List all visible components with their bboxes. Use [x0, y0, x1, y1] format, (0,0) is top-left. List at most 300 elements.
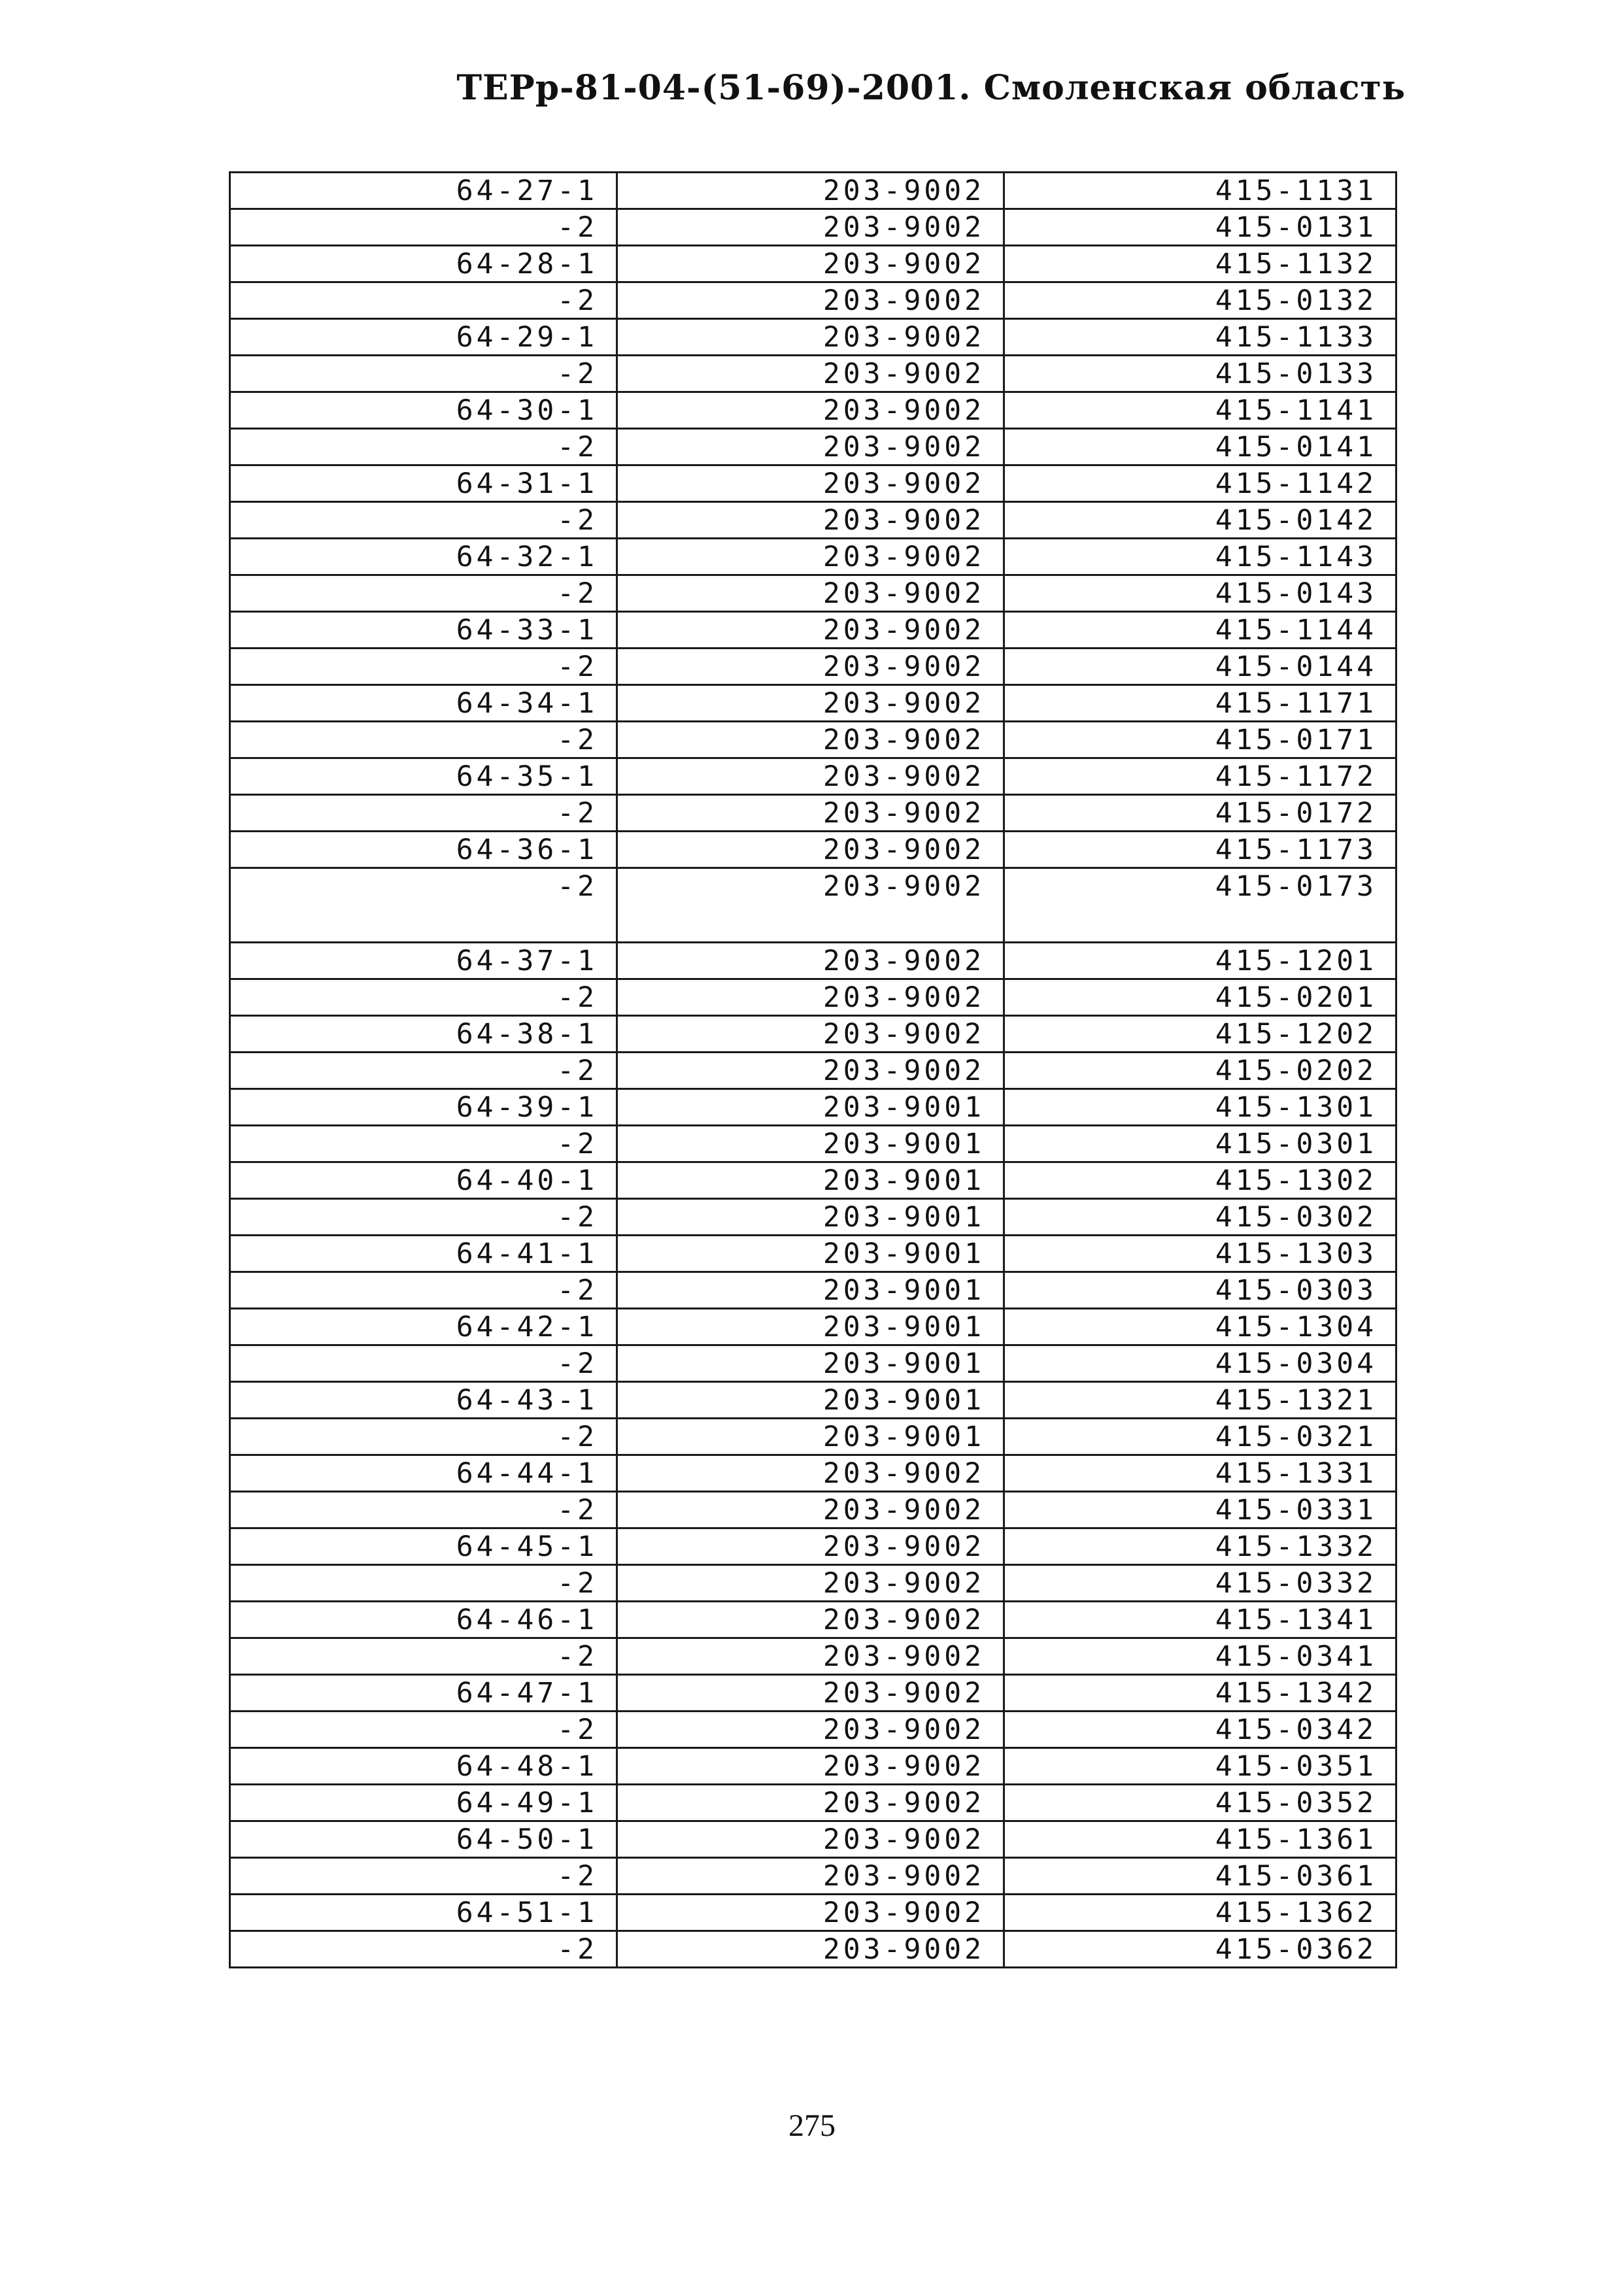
table-row — [230, 356, 1396, 392]
resource-cell — [617, 1272, 1004, 1309]
table-row — [230, 1821, 1396, 1858]
cell-text: 203-9002 — [822, 394, 985, 427]
resource-cell — [617, 1309, 1004, 1345]
cell-text: 415-0304 — [1215, 1347, 1377, 1380]
cell-text: -2 — [557, 1274, 598, 1307]
cell-text: 64-46-1 — [456, 1604, 598, 1636]
cell-text: -2 — [557, 1640, 598, 1673]
cell-text: 415-1143 — [1215, 541, 1377, 573]
table-row — [230, 758, 1396, 795]
cell-text: 415-1173 — [1215, 834, 1377, 866]
reference-cell — [1004, 1236, 1396, 1272]
cell-text: 64-35-1 — [456, 760, 598, 793]
table-row — [230, 1089, 1396, 1126]
table-row — [230, 649, 1396, 685]
resource-cell — [617, 1858, 1004, 1895]
resource-cell — [617, 575, 1004, 612]
cell-text: -2 — [557, 211, 598, 244]
reference-cell — [1004, 1565, 1396, 1602]
reference-cell — [1004, 1089, 1396, 1126]
cell-text: 203-9002 — [822, 1054, 985, 1087]
cell-text: 203-9001 — [822, 1238, 985, 1270]
cell-text: -2 — [557, 504, 598, 537]
cell-text: 203-9002 — [822, 577, 985, 610]
cell-text: 203-9002 — [822, 1933, 985, 1966]
code-cell — [230, 1712, 617, 1748]
cell-text: -2 — [557, 981, 598, 1014]
cell-text: 415-1361 — [1215, 1823, 1377, 1856]
cell-text: -2 — [557, 797, 598, 830]
table-row — [230, 1858, 1396, 1895]
cell-text: 203-9001 — [822, 1164, 985, 1197]
cell-text: 415-1142 — [1215, 467, 1377, 500]
table-row — [230, 1602, 1396, 1638]
reference-cell — [1004, 1419, 1396, 1455]
cell-text: -2 — [557, 577, 598, 610]
reference-cell — [1004, 356, 1396, 392]
code-cell — [230, 429, 617, 465]
resource-cell — [617, 282, 1004, 319]
cell-text: 64-30-1 — [456, 394, 598, 427]
reference-cell — [1004, 685, 1396, 722]
cell-text: 203-9002 — [822, 1750, 985, 1783]
resource-cell — [617, 1785, 1004, 1821]
cell-text: -2 — [557, 1494, 598, 1527]
reference-cell — [1004, 1492, 1396, 1528]
cell-text: 415-1321 — [1215, 1384, 1377, 1417]
table-row — [230, 1382, 1396, 1419]
code-cell — [230, 1053, 617, 1089]
code-cell — [230, 612, 617, 649]
reference-cell — [1004, 1272, 1396, 1309]
cell-text: 203-9001 — [822, 1311, 985, 1343]
resource-cell — [617, 1382, 1004, 1419]
cell-text: 415-1132 — [1215, 248, 1377, 280]
code-cell — [230, 649, 617, 685]
cell-text: 203-9001 — [822, 1128, 985, 1160]
cell-text: 415-0142 — [1215, 504, 1377, 537]
resource-cell — [617, 1528, 1004, 1565]
cell-text: 64-28-1 — [456, 248, 598, 280]
cell-text: 415-0173 — [1215, 870, 1377, 903]
cell-text: 64-31-1 — [456, 467, 598, 500]
cell-text: 203-9002 — [822, 431, 985, 464]
cell-text: 203-9002 — [822, 1457, 985, 1490]
cell-text: 415-0171 — [1215, 724, 1377, 756]
reference-cell — [1004, 319, 1396, 356]
resource-cell — [617, 1821, 1004, 1858]
reference-cell — [1004, 429, 1396, 465]
table-row — [230, 1455, 1396, 1492]
resource-cell — [617, 1602, 1004, 1638]
cell-text: 203-9002 — [822, 1713, 985, 1746]
table-row — [230, 282, 1396, 319]
table-row — [230, 943, 1396, 979]
code-cell — [230, 1309, 617, 1345]
cell-text: 415-0332 — [1215, 1567, 1377, 1600]
reference-cell — [1004, 1528, 1396, 1565]
code-cell — [230, 319, 617, 356]
cell-text: 415-0133 — [1215, 358, 1377, 390]
reference-cell — [1004, 209, 1396, 246]
cell-text: 64-51-1 — [456, 1897, 598, 1929]
cell-text: 415-1144 — [1215, 614, 1377, 647]
cell-text: 203-9002 — [822, 248, 985, 280]
cell-text: 203-9002 — [822, 650, 985, 683]
code-cell — [230, 1528, 617, 1565]
cell-text: 415-1301 — [1215, 1091, 1377, 1124]
code-cell — [230, 1638, 617, 1675]
code-cell — [230, 1382, 617, 1419]
table-row — [230, 1345, 1396, 1382]
cell-text: 203-9002 — [822, 760, 985, 793]
resource-cell — [617, 1638, 1004, 1675]
reference-cell — [1004, 1931, 1396, 1968]
resource-cell — [617, 539, 1004, 575]
cell-text: 64-45-1 — [456, 1530, 598, 1563]
cell-text: 203-9002 — [822, 1494, 985, 1527]
cell-text: 203-9002 — [822, 797, 985, 830]
resource-cell — [617, 1748, 1004, 1785]
cell-text: 415-0144 — [1215, 650, 1377, 683]
reference-cell — [1004, 173, 1396, 209]
cell-text: 415-1304 — [1215, 1311, 1377, 1343]
cell-text: 203-9002 — [822, 1677, 985, 1710]
resource-cell — [617, 319, 1004, 356]
cell-text: 203-9002 — [822, 981, 985, 1014]
cell-text: 415-0303 — [1215, 1274, 1377, 1307]
cell-text: 415-1332 — [1215, 1530, 1377, 1563]
resource-cell — [617, 246, 1004, 282]
code-cell — [230, 832, 617, 868]
cell-text: 203-9001 — [822, 1421, 985, 1453]
resource-cell — [617, 795, 1004, 832]
code-cell — [230, 1748, 617, 1785]
cell-text: 415-0301 — [1215, 1128, 1377, 1160]
cell-text: 415-0141 — [1215, 431, 1377, 464]
table-row — [230, 392, 1396, 429]
table-row — [230, 1419, 1396, 1455]
code-cell — [230, 1565, 617, 1602]
code-cell — [230, 1675, 617, 1712]
cell-text: 415-0132 — [1215, 284, 1377, 317]
cell-text: 415-0201 — [1215, 981, 1377, 1014]
page-header: ТЕРр-81-04-(51-69)-2001. Смоленская область — [456, 68, 1406, 108]
table-row — [230, 1895, 1396, 1931]
resource-cell — [617, 1492, 1004, 1528]
cell-text: 203-9002 — [822, 1860, 985, 1893]
resource-cell — [617, 1565, 1004, 1602]
reference-cell — [1004, 502, 1396, 539]
resource-cell — [617, 1675, 1004, 1712]
page-number: 275 — [788, 2108, 836, 2143]
reference-cell — [1004, 1199, 1396, 1236]
cell-text: 203-9002 — [822, 358, 985, 390]
code-cell — [230, 1931, 617, 1968]
code-cell — [230, 1162, 617, 1199]
table-row — [230, 612, 1396, 649]
table-row — [230, 1492, 1396, 1528]
cell-text: 415-1131 — [1215, 175, 1377, 207]
cell-text: 203-9001 — [822, 1201, 985, 1234]
cell-text: 64-38-1 — [456, 1018, 598, 1051]
resource-cell — [617, 1419, 1004, 1455]
cell-text: 415-1302 — [1215, 1164, 1377, 1197]
code-cell — [230, 722, 617, 758]
cell-text: 64-29-1 — [456, 321, 598, 354]
cell-text: 415-1331 — [1215, 1457, 1377, 1490]
resource-cell — [617, 1931, 1004, 1968]
code-mapping-table — [229, 171, 1397, 1968]
resource-cell — [617, 685, 1004, 722]
reference-cell — [1004, 1602, 1396, 1638]
cell-text: 203-9002 — [822, 614, 985, 647]
cell-text: 415-0172 — [1215, 797, 1377, 830]
cell-text: 415-0361 — [1215, 1860, 1377, 1893]
table-row — [230, 319, 1396, 356]
cell-text: 203-9002 — [822, 1530, 985, 1563]
cell-text: 203-9001 — [822, 1347, 985, 1380]
resource-cell — [617, 465, 1004, 502]
cell-text: 64-40-1 — [456, 1164, 598, 1197]
reference-cell — [1004, 1162, 1396, 1199]
reference-cell — [1004, 539, 1396, 575]
cell-text: -2 — [557, 1713, 598, 1746]
cell-text: 203-9002 — [822, 284, 985, 317]
cell-text: -2 — [557, 358, 598, 390]
cell-text: 415-0351 — [1215, 1750, 1377, 1783]
cell-text: 415-0302 — [1215, 1201, 1377, 1234]
resource-cell — [617, 612, 1004, 649]
reference-cell — [1004, 1382, 1396, 1419]
cell-text: -2 — [557, 1347, 598, 1380]
code-cell — [230, 1492, 617, 1528]
resource-cell — [617, 392, 1004, 429]
table-row — [230, 795, 1396, 832]
resource-cell — [617, 1199, 1004, 1236]
resource-cell — [617, 356, 1004, 392]
reference-cell — [1004, 943, 1396, 979]
code-cell — [230, 356, 617, 392]
reference-cell — [1004, 1126, 1396, 1162]
table-row — [230, 1236, 1396, 1272]
cell-text: 64-34-1 — [456, 687, 598, 720]
cell-text: -2 — [557, 870, 598, 903]
reference-cell — [1004, 795, 1396, 832]
cell-text: -2 — [557, 724, 598, 756]
code-cell — [230, 502, 617, 539]
cell-text: 64-36-1 — [456, 834, 598, 866]
table-row — [230, 1053, 1396, 1089]
resource-cell — [617, 209, 1004, 246]
table-row — [230, 1748, 1396, 1785]
table-body — [230, 173, 1396, 1968]
cell-text: 203-9002 — [822, 175, 985, 207]
code-cell — [230, 282, 617, 319]
cell-text: 64-47-1 — [456, 1677, 598, 1710]
resource-cell — [617, 832, 1004, 868]
table-row — [230, 1272, 1396, 1309]
resource-cell — [617, 943, 1004, 979]
resource-cell — [617, 1345, 1004, 1382]
table-row — [230, 1712, 1396, 1748]
table-row — [230, 1126, 1396, 1162]
code-cell — [230, 758, 617, 795]
code-cell — [230, 173, 617, 209]
code-cell — [230, 943, 617, 979]
resource-cell — [617, 1162, 1004, 1199]
table-row — [230, 1528, 1396, 1565]
table-row — [230, 539, 1396, 575]
reference-cell — [1004, 1638, 1396, 1675]
table-row — [230, 209, 1396, 246]
cell-text: 415-1362 — [1215, 1897, 1377, 1929]
table-row — [230, 1675, 1396, 1712]
code-cell — [230, 685, 617, 722]
resource-cell — [617, 722, 1004, 758]
resource-cell — [617, 758, 1004, 795]
code-cell — [230, 868, 617, 943]
cell-text: 64-49-1 — [456, 1787, 598, 1819]
cell-text: 415-0342 — [1215, 1713, 1377, 1746]
resource-cell — [617, 429, 1004, 465]
table-row — [230, 1162, 1396, 1199]
reference-cell — [1004, 1858, 1396, 1895]
code-cell — [230, 1089, 617, 1126]
cell-text: 203-9002 — [822, 321, 985, 354]
reference-cell — [1004, 1016, 1396, 1053]
table-row — [230, 1931, 1396, 1968]
cell-text: 415-1202 — [1215, 1018, 1377, 1051]
cell-text: 203-9002 — [822, 467, 985, 500]
table-row — [230, 575, 1396, 612]
code-cell — [230, 1455, 617, 1492]
code-cell — [230, 575, 617, 612]
cell-text: -2 — [557, 1054, 598, 1087]
reference-cell — [1004, 392, 1396, 429]
table-row — [230, 502, 1396, 539]
reference-cell — [1004, 1821, 1396, 1858]
reference-cell — [1004, 1309, 1396, 1345]
resource-cell — [617, 1089, 1004, 1126]
code-cell — [230, 795, 617, 832]
reference-cell — [1004, 1345, 1396, 1382]
cell-text: 203-9002 — [822, 834, 985, 866]
cell-text: -2 — [557, 1860, 598, 1893]
code-cell — [230, 392, 617, 429]
reference-cell — [1004, 649, 1396, 685]
cell-text: 64-48-1 — [456, 1750, 598, 1783]
cell-text: 415-1133 — [1215, 321, 1377, 354]
resource-cell — [617, 173, 1004, 209]
cell-text: -2 — [557, 1933, 598, 1966]
table-row — [230, 1016, 1396, 1053]
table-row — [230, 246, 1396, 282]
reference-cell — [1004, 832, 1396, 868]
cell-text: 203-9001 — [822, 1091, 985, 1124]
cell-text: 203-9002 — [822, 945, 985, 977]
cell-text: 415-1172 — [1215, 760, 1377, 793]
resource-cell — [617, 1016, 1004, 1053]
reference-cell — [1004, 1748, 1396, 1785]
cell-text: -2 — [557, 1421, 598, 1453]
code-cell — [230, 979, 617, 1016]
resource-cell — [617, 1895, 1004, 1931]
cell-text: 64-39-1 — [456, 1091, 598, 1124]
cell-text: 203-9001 — [822, 1384, 985, 1417]
cell-text: 415-1342 — [1215, 1677, 1377, 1710]
reference-cell — [1004, 612, 1396, 649]
cell-text: 64-43-1 — [456, 1384, 598, 1417]
cell-text: 203-9002 — [822, 1897, 985, 1929]
reference-cell — [1004, 868, 1396, 943]
reference-cell — [1004, 722, 1396, 758]
code-cell — [230, 1785, 617, 1821]
reference-cell — [1004, 1895, 1396, 1931]
cell-text: 203-9002 — [822, 1604, 985, 1636]
cell-text: 203-9002 — [822, 1567, 985, 1600]
cell-text: 415-1141 — [1215, 394, 1377, 427]
cell-text: 415-0341 — [1215, 1640, 1377, 1673]
code-cell — [230, 1126, 617, 1162]
reference-cell — [1004, 1712, 1396, 1748]
cell-text: -2 — [557, 431, 598, 464]
cell-text: 203-9002 — [822, 211, 985, 244]
table-row — [230, 1785, 1396, 1821]
reference-cell — [1004, 979, 1396, 1016]
cell-text: -2 — [557, 1567, 598, 1600]
cell-text: 415-0362 — [1215, 1933, 1377, 1966]
cell-text: 64-33-1 — [456, 614, 598, 647]
resource-cell — [617, 1455, 1004, 1492]
cell-text: 203-9002 — [822, 1640, 985, 1673]
code-cell — [230, 1199, 617, 1236]
cell-text: 203-9002 — [822, 724, 985, 756]
resource-cell — [617, 1712, 1004, 1748]
table-row — [230, 465, 1396, 502]
table-row — [230, 1565, 1396, 1602]
resource-cell — [617, 1236, 1004, 1272]
cell-text: 415-0352 — [1215, 1787, 1377, 1819]
code-cell — [230, 465, 617, 502]
cell-text: 415-0131 — [1215, 211, 1377, 244]
table-row — [230, 1199, 1396, 1236]
cell-text: 415-1341 — [1215, 1604, 1377, 1636]
code-cell — [230, 1602, 617, 1638]
cell-text: -2 — [557, 284, 598, 317]
cell-text: 64-50-1 — [456, 1823, 598, 1856]
code-cell — [230, 246, 617, 282]
reference-cell — [1004, 246, 1396, 282]
resource-cell — [617, 1126, 1004, 1162]
table-row — [230, 1638, 1396, 1675]
cell-text: 203-9002 — [822, 1018, 985, 1051]
resource-cell — [617, 502, 1004, 539]
cell-text: 415-1201 — [1215, 945, 1377, 977]
reference-cell — [1004, 1675, 1396, 1712]
cell-text: 64-27-1 — [456, 175, 598, 207]
code-cell — [230, 1016, 617, 1053]
table-row — [230, 1309, 1396, 1345]
code-cell — [230, 1345, 617, 1382]
cell-text: -2 — [557, 1128, 598, 1160]
reference-cell — [1004, 1785, 1396, 1821]
reference-cell — [1004, 282, 1396, 319]
code-cell — [230, 209, 617, 246]
cell-text: 415-1171 — [1215, 687, 1377, 720]
reference-cell — [1004, 1455, 1396, 1492]
resource-cell — [617, 868, 1004, 943]
